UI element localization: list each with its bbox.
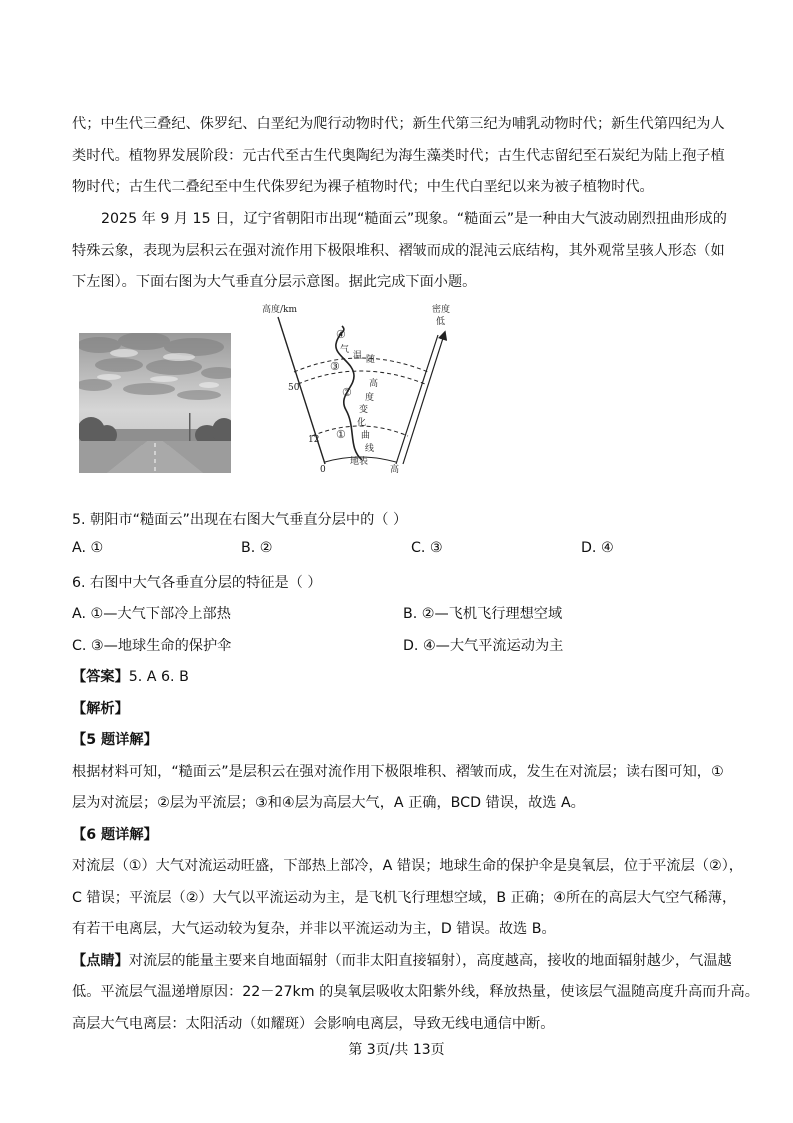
q5-option-b: B. ②	[241, 540, 273, 556]
detail-5-line: 根据材料可知，“糙面云”是层积云在强对流作用下极限堆积、褶皱而成，发生在对流层；读右图可知，①	[72, 764, 724, 780]
page-footer: 第 3页/共 13页	[348, 1042, 445, 1058]
detail-6-line: C 错误；平流层（②）大气以平流运动为主，是飞机飞行理想空域，B 正确；④所在的高层大气空气稀薄，	[72, 890, 737, 906]
question-6-stem: 6. 右图中大气各垂直分层的特征是（ ）	[72, 575, 322, 591]
curve-label-char: 温	[353, 351, 363, 361]
paragraph-line: 特殊云象，表现为层积云在强对流作用下极限堆积、褶皱而成的混沌云底结构，其外观常呈骇人形态（如	[72, 243, 725, 259]
curve-label-char: 高	[369, 379, 379, 389]
curve-label-char: 随	[366, 355, 376, 365]
tip-label: 【点睛】	[72, 953, 129, 969]
question-5-stem: 5. 朝阳市“糙面云”出现在右图大气垂直分层中的（ ）	[72, 512, 408, 528]
tip-line: 低。平流层气温递增原因：22－27km 的臭氧层吸收太阳紫外线，释放热量，使该层气温随高度升高而升高。	[72, 984, 759, 1000]
layer-3-label: ③	[330, 360, 340, 373]
q6-option-c: C. ③—地球生命的保护伞	[72, 638, 232, 654]
layer-2-label: ②	[342, 386, 352, 399]
ground-label: 地表	[350, 457, 369, 467]
tip-line: 高层大气电离层：太阳活动（如耀斑）会影响电离层，导致无线电通信中断。	[72, 1016, 555, 1032]
tick-12: 12	[308, 435, 320, 445]
density-low-label: 低	[436, 317, 446, 327]
y-axis-label: 高度/km	[262, 305, 298, 315]
tip-line	[72, 950, 732, 970]
curve-label-char: 线	[365, 444, 375, 454]
curve-label-char: 度	[365, 393, 375, 403]
asperitas-cloud-photo	[79, 333, 231, 473]
q6-option-b: B. ②—飞机飞行理想空域	[403, 606, 563, 622]
paragraph-line: 类时代。植物界发展阶段：元古代至古生代奥陶纪为海生藻类时代；古生代志留纪至石炭纪为陆上孢子植	[72, 148, 725, 164]
q6-option-d: D. ④—大气平流运动为主	[403, 638, 564, 654]
paragraph-line: 下左图）。下面右图为大气垂直分层示意图。据此完成下面小题。	[72, 274, 477, 290]
curve-label-char: 化	[357, 418, 367, 428]
curve-label-char: 曲	[361, 431, 371, 441]
detail-6-line: 有若干电离层，大气运动较为复杂，并非以平流运动为主，D 错误。故选 B。	[72, 921, 556, 937]
detail-6-label: 【6 题详解】	[72, 827, 158, 843]
tip-text: 对流层的能量主要来自地面辐射（而非太阳直接辐射），高度越高，接收的地面辐射越少，气温越	[128, 953, 732, 969]
q6-option-a: A. ①—大气下部冷上部热	[72, 606, 231, 622]
tick-0: 0	[320, 465, 326, 475]
q5-option-c: C. ③	[411, 540, 443, 556]
answer-label: 【答案】	[72, 669, 129, 685]
detail-6-line: 对流层（①）大气对流运动旺盛，下部热上部冷，A 错误；地球生命的保护伞是臭氧层，位于平流层（②），	[72, 858, 743, 874]
density-label: 密度	[432, 305, 451, 315]
q5-option-a: A. ①	[72, 540, 104, 556]
curve-label-char: 变	[359, 405, 369, 415]
paragraph-line: 2025 年 9 月 15 日，辽宁省朝阳市出现“糙面云”现象。“糙面云”是一种由大气波动剧烈扭曲形成的	[101, 211, 727, 227]
curve-label-char: 气	[340, 345, 350, 355]
analysis-label: 【解析】	[72, 701, 129, 717]
tick-50: 50	[288, 383, 300, 393]
paragraph-line: 物时代；古生代二叠纪至中生代侏罗纪为裸子植物时代；中生代白垩纪以来为被子植物时代。	[72, 179, 654, 195]
q5-option-d: D. ④	[581, 540, 614, 556]
density-high-label: 高	[390, 465, 400, 475]
detail-5-label: 【5 题详解】	[72, 732, 158, 748]
answer-line	[72, 666, 189, 686]
paragraph-line: 代；中生代三叠纪、侏罗纪、白垩纪为爬行动物时代；新生代第三纪为哺乳动物时代；新生代第四纪为人	[72, 116, 725, 132]
layer-1-label: ①	[336, 428, 346, 441]
detail-5-line: 层为对流层；②层为平流层；③和④层为高层大气，A 正确，BCD 错误，故选 A。	[72, 795, 585, 811]
atmosphere-layer-diagram	[250, 300, 465, 480]
answer-text: 5. A 6. B	[128, 669, 189, 685]
layer-4-label: ④	[336, 328, 346, 341]
